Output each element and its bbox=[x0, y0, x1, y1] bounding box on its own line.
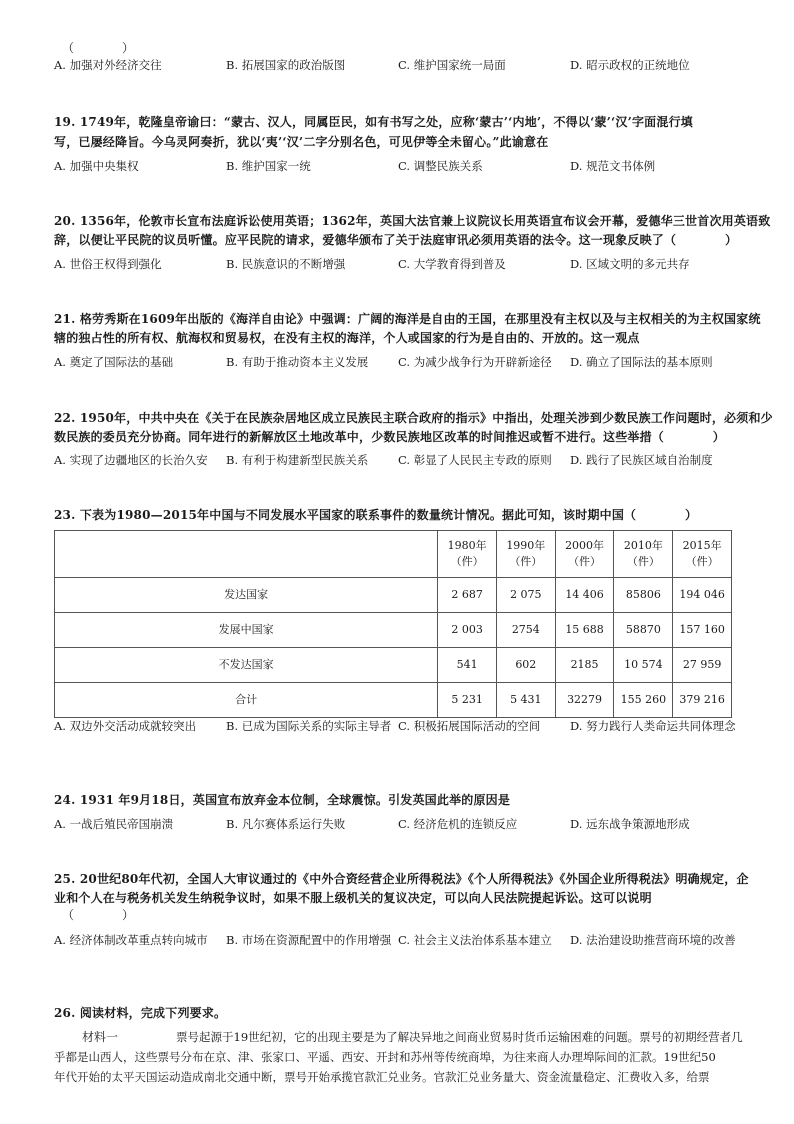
q22-stem-line2: 数民族的委员充分协商。同年进行的新解放区土地改革中，少数民族地区改革的时间推迟或暂不进行。这些举措（ ） bbox=[54, 430, 726, 444]
table-cell: 15 688 bbox=[555, 613, 614, 648]
table-header-cell: 2010年（件） bbox=[614, 531, 673, 578]
q23-option-c[interactable]: C. 积极拓展国际活动的空间 bbox=[398, 719, 541, 733]
table-row bbox=[55, 648, 732, 683]
table-cell: 2 003 bbox=[438, 613, 497, 648]
q19-option-d[interactable]: D. 规范文书体例 bbox=[570, 159, 656, 173]
q21-option-b[interactable]: B. 有助于推动资本主义发展 bbox=[226, 355, 369, 369]
q18-option-b[interactable]: B. 拓展国家的政治版图 bbox=[226, 58, 346, 72]
q19-option-a[interactable]: A. 加强中央集权 bbox=[54, 159, 139, 173]
table-cell: 合计 bbox=[55, 683, 438, 718]
table-cell: 2754 bbox=[496, 613, 555, 648]
q18-option-a[interactable]: A. 加强对外经济交往 bbox=[54, 58, 162, 72]
table-cell: 541 bbox=[438, 648, 497, 683]
table-header-cell: 1980年（件） bbox=[438, 531, 497, 578]
q20-option-a[interactable]: A. 世俗王权得到强化 bbox=[54, 257, 162, 271]
q21-option-c[interactable]: C. 为减少战争行为开辟新途径 bbox=[398, 355, 552, 369]
table-cell: 5 231 bbox=[438, 683, 497, 718]
table-cell: 14 406 bbox=[555, 578, 614, 613]
q26-material-text-line1: 票号起源于19世纪初，它的出现主要是为了解决异地之间商业贸易时货币运输困难的问题。票号的初期经营者几 bbox=[176, 1030, 743, 1044]
table-cell: 379 216 bbox=[673, 683, 732, 718]
q19-option-c[interactable]: C. 调整民族关系 bbox=[398, 159, 483, 173]
q24-option-c[interactable]: C. 经济危机的连锁反应 bbox=[398, 817, 518, 831]
q26-material-label: 材料一 bbox=[82, 1030, 119, 1044]
q18-option-d[interactable]: D. 昭示政权的正统地位 bbox=[570, 58, 690, 72]
q26-material-text-line3: 年代开始的太平天国运动造成南北交通中断，票号开始承揽官款汇兑业务。官款汇兑业务量大、资金流量稳定、汇费收入多，给票 bbox=[54, 1070, 710, 1084]
q24-option-b[interactable]: B. 凡尔赛体系运行失败 bbox=[226, 817, 346, 831]
q24-stem: 24. 1931 年9月18日，英国宣布放弃金本位制，全球震惊。引发英国此举的原因是 bbox=[54, 793, 511, 807]
q19-stem-line1: 19. 1749年，乾隆皇帝谕曰：“蒙古、汉人，同属臣民，如有书写之处，应称‘蒙古’‘内地’，不得以‘蒙’‘汉’字面混行填 bbox=[54, 115, 693, 129]
q25-stem-line2: 业和个人在与税务机关发生纳税争议时，如果不服上级机关的复议决定，可以向人民法院提起诉讼。这可以说明 bbox=[54, 891, 652, 905]
q21-option-a[interactable]: A. 奠定了国际法的基础 bbox=[54, 355, 174, 369]
q22-option-b[interactable]: B. 有利于构建新型民族关系 bbox=[226, 453, 369, 467]
q23-option-d[interactable]: D. 努力践行人类命运共同体理念 bbox=[570, 719, 736, 733]
q21-stem-line1: 21. 格劳秀斯在1609年出版的《海洋自由论》中强调：广阔的海洋是自由的王国，在那里没有主权以及与主权相关的为主权国家统 bbox=[54, 312, 761, 326]
q21-option-d[interactable]: D. 确立了国际法的基本原则 bbox=[570, 355, 713, 369]
table-cell: 不发达国家 bbox=[55, 648, 438, 683]
table-cell: 发达国家 bbox=[55, 578, 438, 613]
table-cell: 5 431 bbox=[496, 683, 555, 718]
q23-option-b[interactable]: B. 已成为国际关系的实际主导者 bbox=[226, 719, 392, 733]
table-cell: 85806 bbox=[614, 578, 673, 613]
q25-option-d[interactable]: D. 法治建设助推营商环境的改善 bbox=[570, 933, 736, 947]
q25-option-c[interactable]: C. 社会主义法治体系基本建立 bbox=[398, 933, 552, 947]
q22-option-c[interactable]: C. 彰显了人民民主专政的原则 bbox=[398, 453, 552, 467]
q24-option-d[interactable]: D. 远东战争策源地形成 bbox=[570, 817, 690, 831]
q20-option-d[interactable]: D. 区域文明的多元共存 bbox=[570, 257, 690, 271]
table-header-cell: 2000年（件） bbox=[555, 531, 614, 578]
q19-stem-line2: 写，已屡经降旨。今乌灵阿奏折，犹以‘夷’‘汉’二字分别名色，可见伊等全未留心。”此谕意在 bbox=[54, 135, 549, 149]
table-header-cell: 1990年（件） bbox=[496, 531, 555, 578]
q25-option-a[interactable]: A. 经济体制改革重点转向城市 bbox=[54, 933, 208, 947]
q25-stem-line1: 25. 20世纪80年代初，全国人大审议通过的《中外合资经营企业所得税法》《个人所得税法》《外国企业所得税法》明确规定，企 bbox=[54, 872, 749, 886]
q22-option-a[interactable]: A. 实现了边疆地区的长治久安 bbox=[54, 453, 208, 467]
table-row bbox=[55, 683, 732, 718]
q23-option-a[interactable]: A. 双边外交活动成就较突出 bbox=[54, 719, 197, 733]
q26-stem: 26. 阅读材料，完成下列要求。 bbox=[54, 1006, 227, 1020]
table-cell: 发展中国家 bbox=[55, 613, 438, 648]
q24-option-a[interactable]: A. 一战后殖民帝国崩溃 bbox=[54, 817, 174, 831]
table-cell: 2 075 bbox=[496, 578, 555, 613]
q18-option-c[interactable]: C. 维护国家统一局面 bbox=[398, 58, 506, 72]
q20-stem-line2: 辞，以便让平民院的议员听懂。应平民院的请求，爱德华颁布了关于法庭审讯必须用英语的法令。这一现象反映了（ ） bbox=[54, 233, 738, 247]
table-cell: 194 046 bbox=[673, 578, 732, 613]
q25-answer-paren: （ ） bbox=[62, 908, 135, 922]
table-cell: 155 260 bbox=[614, 683, 673, 718]
table-row bbox=[55, 613, 732, 648]
q20-stem-line1: 20. 1356年，伦敦市长宣布法庭诉讼使用英语；1362年，英国大法官兼上议院议长用英语宣布议会开幕，爱德华三世首次用英语致 bbox=[54, 214, 771, 228]
q20-option-c[interactable]: C. 大学教育得到普及 bbox=[398, 257, 506, 271]
q26-material-text-line2: 乎都是山西人，这些票号分布在京、津、张家口、平遥、西安、开封和苏州等传统商埠，为往来商人办理埠际间的汇款。19世纪50 bbox=[54, 1050, 716, 1064]
table-header-cell: 2015年（件） bbox=[673, 531, 732, 578]
q25-option-b[interactable]: B. 市场在资源配置中的作用增强 bbox=[226, 933, 392, 947]
table-cell: 602 bbox=[496, 648, 555, 683]
table-cell: 27 959 bbox=[673, 648, 732, 683]
table-header-cell bbox=[55, 531, 438, 578]
table-row bbox=[55, 578, 732, 613]
table-cell: 2185 bbox=[555, 648, 614, 683]
q22-stem-line1: 22. 1950年，中共中央在《关于在民族杂居地区成立民族民主联合政府的指示》中指出，处理关涉到少数民族工作问题时，必须和少 bbox=[54, 411, 773, 425]
q18-answer-paren: （ ） bbox=[62, 41, 135, 55]
table-header-row bbox=[55, 531, 732, 578]
q19-option-b[interactable]: B. 维护国家一统 bbox=[226, 159, 311, 173]
table-cell: 58870 bbox=[614, 613, 673, 648]
table-cell: 10 574 bbox=[614, 648, 673, 683]
table-cell: 157 160 bbox=[673, 613, 732, 648]
q22-option-d[interactable]: D. 践行了民族区域自治制度 bbox=[570, 453, 713, 467]
q23-stem: 23. 下表为1980—2015年中国与不同发展水平国家的联系事件的数量统计情况。据此可知，该时期中国（ ） bbox=[54, 508, 698, 522]
q23-data-table bbox=[54, 530, 732, 718]
table-cell: 32279 bbox=[555, 683, 614, 718]
table-cell: 2 687 bbox=[438, 578, 497, 613]
q20-option-b[interactable]: B. 民族意识的不断增强 bbox=[226, 257, 346, 271]
q21-stem-line2: 辖的独占性的所有权、航海权和贸易权，在没有主权的海洋，个人或国家的行为是自由的、开放的。这一观点 bbox=[54, 331, 640, 345]
